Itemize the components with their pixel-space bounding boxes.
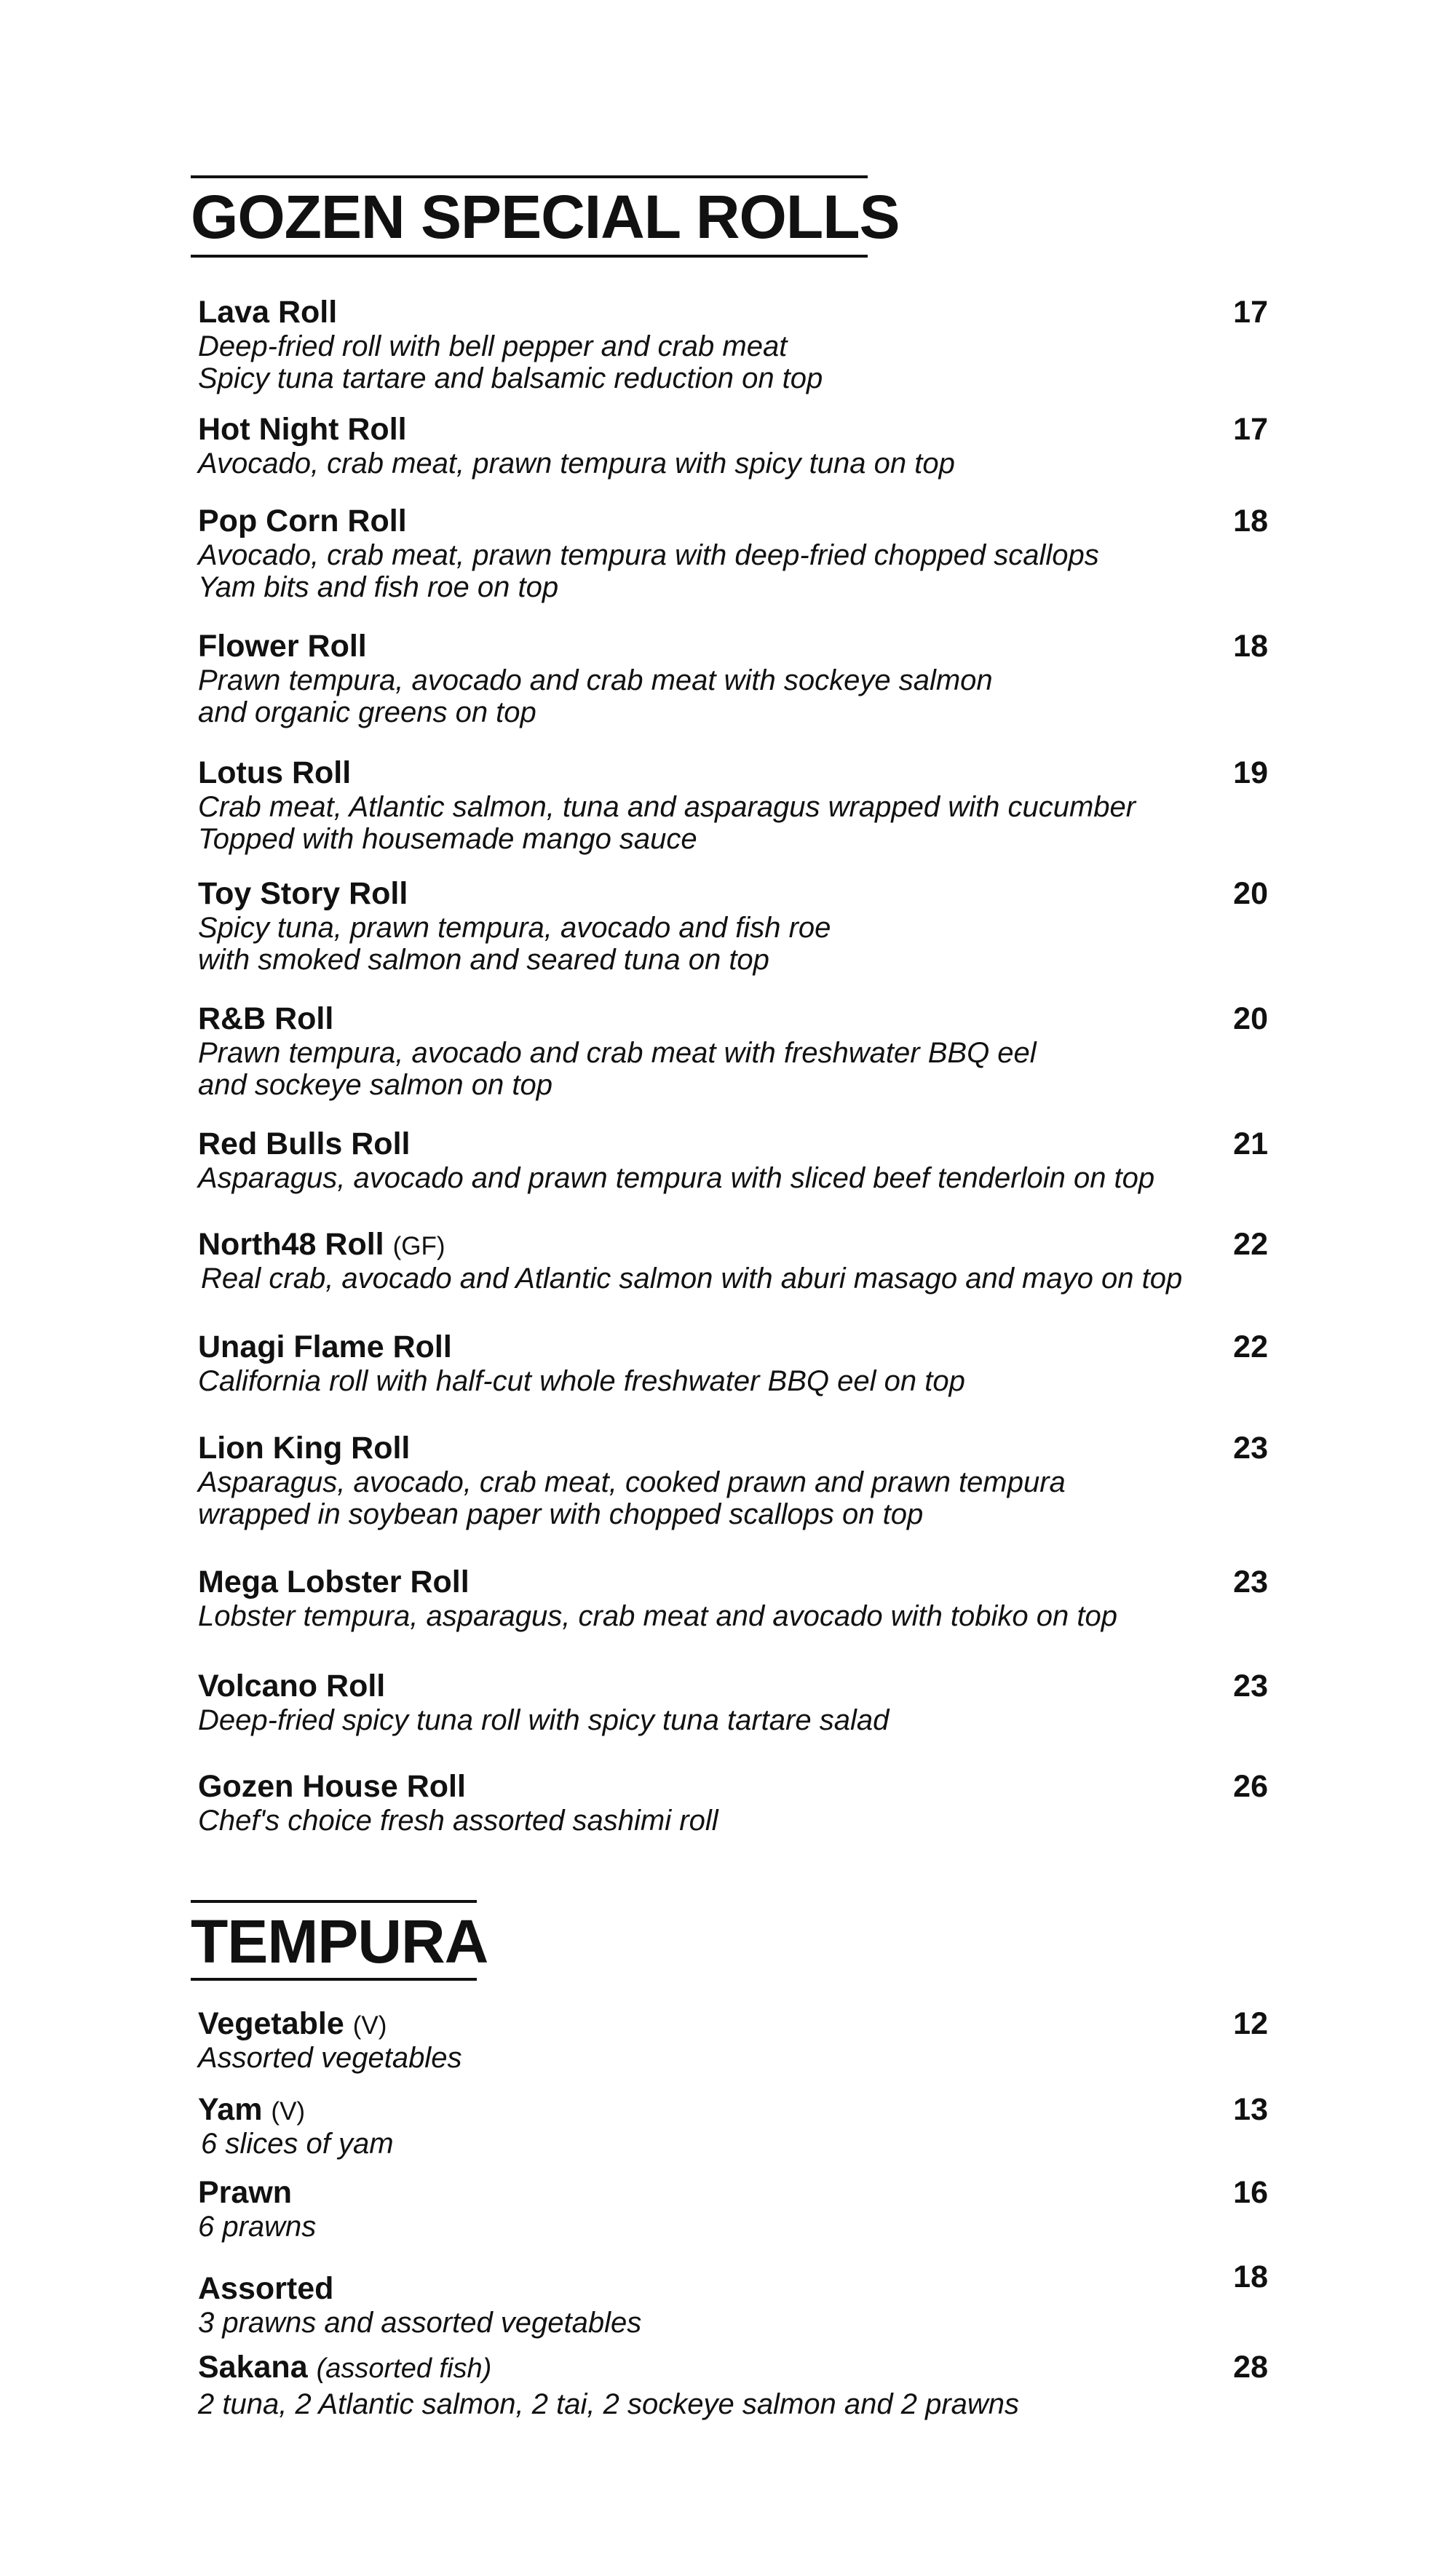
- item-description: Avocado, crab meat, prawn tempura with spicy tuna on top: [198, 448, 955, 480]
- item-description: Chef's choice fresh assorted sashimi roll: [198, 1805, 718, 1837]
- item-description: Real crab, avocado and Atlantic salmon with aburi masago and mayo on top: [201, 1263, 1183, 1295]
- menu-item: [198, 1001, 1268, 1101]
- item-note: (GF): [392, 1232, 445, 1260]
- item-name: R&B Roll: [198, 1001, 334, 1036]
- item-name: Volcano Roll: [198, 1669, 386, 1704]
- item-description: Crab meat, Atlantic salmon, tuna and asparagus wrapped with cucumber: [198, 791, 1136, 823]
- item-price: 19: [1233, 755, 1268, 790]
- item-name: Lion King Roll: [198, 1431, 411, 1466]
- item-price: 18: [1233, 2259, 1268, 2294]
- item-name: Lava Roll: [198, 295, 338, 330]
- item-price: 22: [1233, 1329, 1268, 1364]
- item-price: 17: [1233, 295, 1268, 330]
- menu-item: [198, 1668, 1268, 1736]
- item-description: wrapped in soybean paper with chopped scallops on top: [198, 1498, 924, 1530]
- item-price: 18: [1233, 629, 1268, 664]
- item-price: 23: [1233, 1669, 1268, 1704]
- menu-item: [198, 503, 1268, 603]
- item-price: 21: [1233, 1126, 1268, 1161]
- item-name: Prawn: [198, 2175, 293, 2210]
- item-price: 20: [1233, 876, 1268, 911]
- menu-item: [198, 1329, 1268, 1397]
- item-price: 16: [1233, 2175, 1268, 2210]
- item-price: 23: [1233, 1431, 1268, 1466]
- item-name: Yam: [198, 2092, 263, 2127]
- item-description: 3 prawns and assorted vegetables: [198, 2307, 642, 2339]
- menu-item: [198, 2174, 1268, 2243]
- item-description: Spicy tuna tartare and balsamic reduction on top: [198, 362, 823, 394]
- section-bottom-rule: [191, 255, 868, 258]
- menu-item: [198, 2091, 1268, 2160]
- menu-item: [198, 2005, 1268, 2074]
- item-description: Deep-fried roll with bell pepper and crab meat: [198, 330, 788, 362]
- item-name: Mega Lobster Roll: [198, 1565, 470, 1599]
- menu-item: [198, 755, 1268, 855]
- item-name: Sakana: [198, 2350, 308, 2385]
- item-note: (V): [352, 2011, 387, 2040]
- section-top-rule: [191, 1900, 477, 1903]
- item-name: Hot Night Roll: [198, 412, 407, 447]
- item-note: (V): [271, 2097, 306, 2126]
- item-description: Avocado, crab meat, prawn tempura with deep-fried chopped scallops: [198, 539, 1099, 571]
- menu-item: [198, 1126, 1268, 1194]
- menu-item: [198, 1226, 1268, 1295]
- item-description: Lobster tempura, asparagus, crab meat and avocado with tobiko on top: [198, 1600, 1117, 1632]
- item-name: Gozen House Roll: [198, 1769, 466, 1804]
- item-description: Asparagus, avocado, crab meat, cooked prawn and prawn tempura: [198, 1466, 1066, 1498]
- item-price: 26: [1233, 1769, 1268, 1804]
- item-price: 23: [1233, 1565, 1268, 1599]
- item-price: 20: [1233, 1001, 1268, 1036]
- item-name: Toy Story Roll: [198, 876, 408, 911]
- item-price: 13: [1233, 2092, 1268, 2127]
- item-description: Prawn tempura, avocado and crab meat with sockeye salmon: [198, 664, 993, 696]
- item-price: 28: [1233, 2350, 1268, 2385]
- item-name: Assorted: [198, 2271, 334, 2306]
- menu-item: [198, 2259, 1268, 2339]
- section-title-special-rolls: GOZEN SPECIAL ROLLS: [191, 183, 900, 251]
- item-description: 2 tuna, 2 Atlantic salmon, 2 tai, 2 sockeye salmon and 2 prawns: [198, 2388, 1020, 2420]
- item-description: Yam bits and fish roe on top: [198, 571, 559, 603]
- item-description: Assorted vegetables: [198, 2042, 462, 2074]
- item-name: Unagi Flame Roll: [198, 1329, 452, 1364]
- item-description: and sockeye salmon on top: [198, 1069, 552, 1101]
- item-name: Flower Roll: [198, 629, 367, 664]
- item-name: Red Bulls Roll: [198, 1126, 411, 1161]
- menu-item: [198, 411, 1268, 480]
- item-price: 17: [1233, 412, 1268, 447]
- item-description: California roll with half-cut whole freshwater BBQ eel on top: [198, 1365, 965, 1397]
- section-bottom-rule: [191, 1978, 477, 1981]
- item-price: 12: [1233, 2006, 1268, 2041]
- item-description: 6 prawns: [198, 2211, 317, 2243]
- menu-item: [198, 294, 1268, 394]
- item-name: Vegetable: [198, 2006, 344, 2041]
- item-name: Lotus Roll: [198, 755, 352, 790]
- item-description: Topped with housemade mango sauce: [198, 823, 697, 855]
- menu-item: [198, 1768, 1268, 1837]
- item-price: 18: [1233, 504, 1268, 538]
- menu-item: [198, 628, 1268, 728]
- menu-item: [198, 875, 1268, 976]
- menu-item: [198, 1430, 1268, 1530]
- item-description: and organic greens on top: [198, 696, 536, 728]
- item-name: Pop Corn Roll: [198, 504, 407, 538]
- item-description: 6 slices of yam: [201, 2128, 394, 2160]
- menu-item: [198, 2349, 1268, 2420]
- section-title-tempura: TEMPURA: [191, 1907, 488, 1976]
- item-description: Spicy tuna, prawn tempura, avocado and fish roe: [198, 912, 831, 944]
- item-description: Asparagus, avocado and prawn tempura with sliced beef tenderloin on top: [198, 1162, 1155, 1194]
- item-description: with smoked salmon and seared tuna on top: [198, 944, 769, 976]
- section-top-rule: [191, 175, 868, 178]
- item-price: 22: [1233, 1227, 1268, 1262]
- menu-item: [198, 1564, 1268, 1632]
- item-name: North48 Roll: [198, 1227, 384, 1262]
- item-description: Prawn tempura, avocado and crab meat with freshwater BBQ eel: [198, 1037, 1037, 1069]
- item-description: Deep-fried spicy tuna roll with spicy tuna tartare salad: [198, 1704, 890, 1736]
- item-note: (assorted fish): [316, 2353, 492, 2384]
